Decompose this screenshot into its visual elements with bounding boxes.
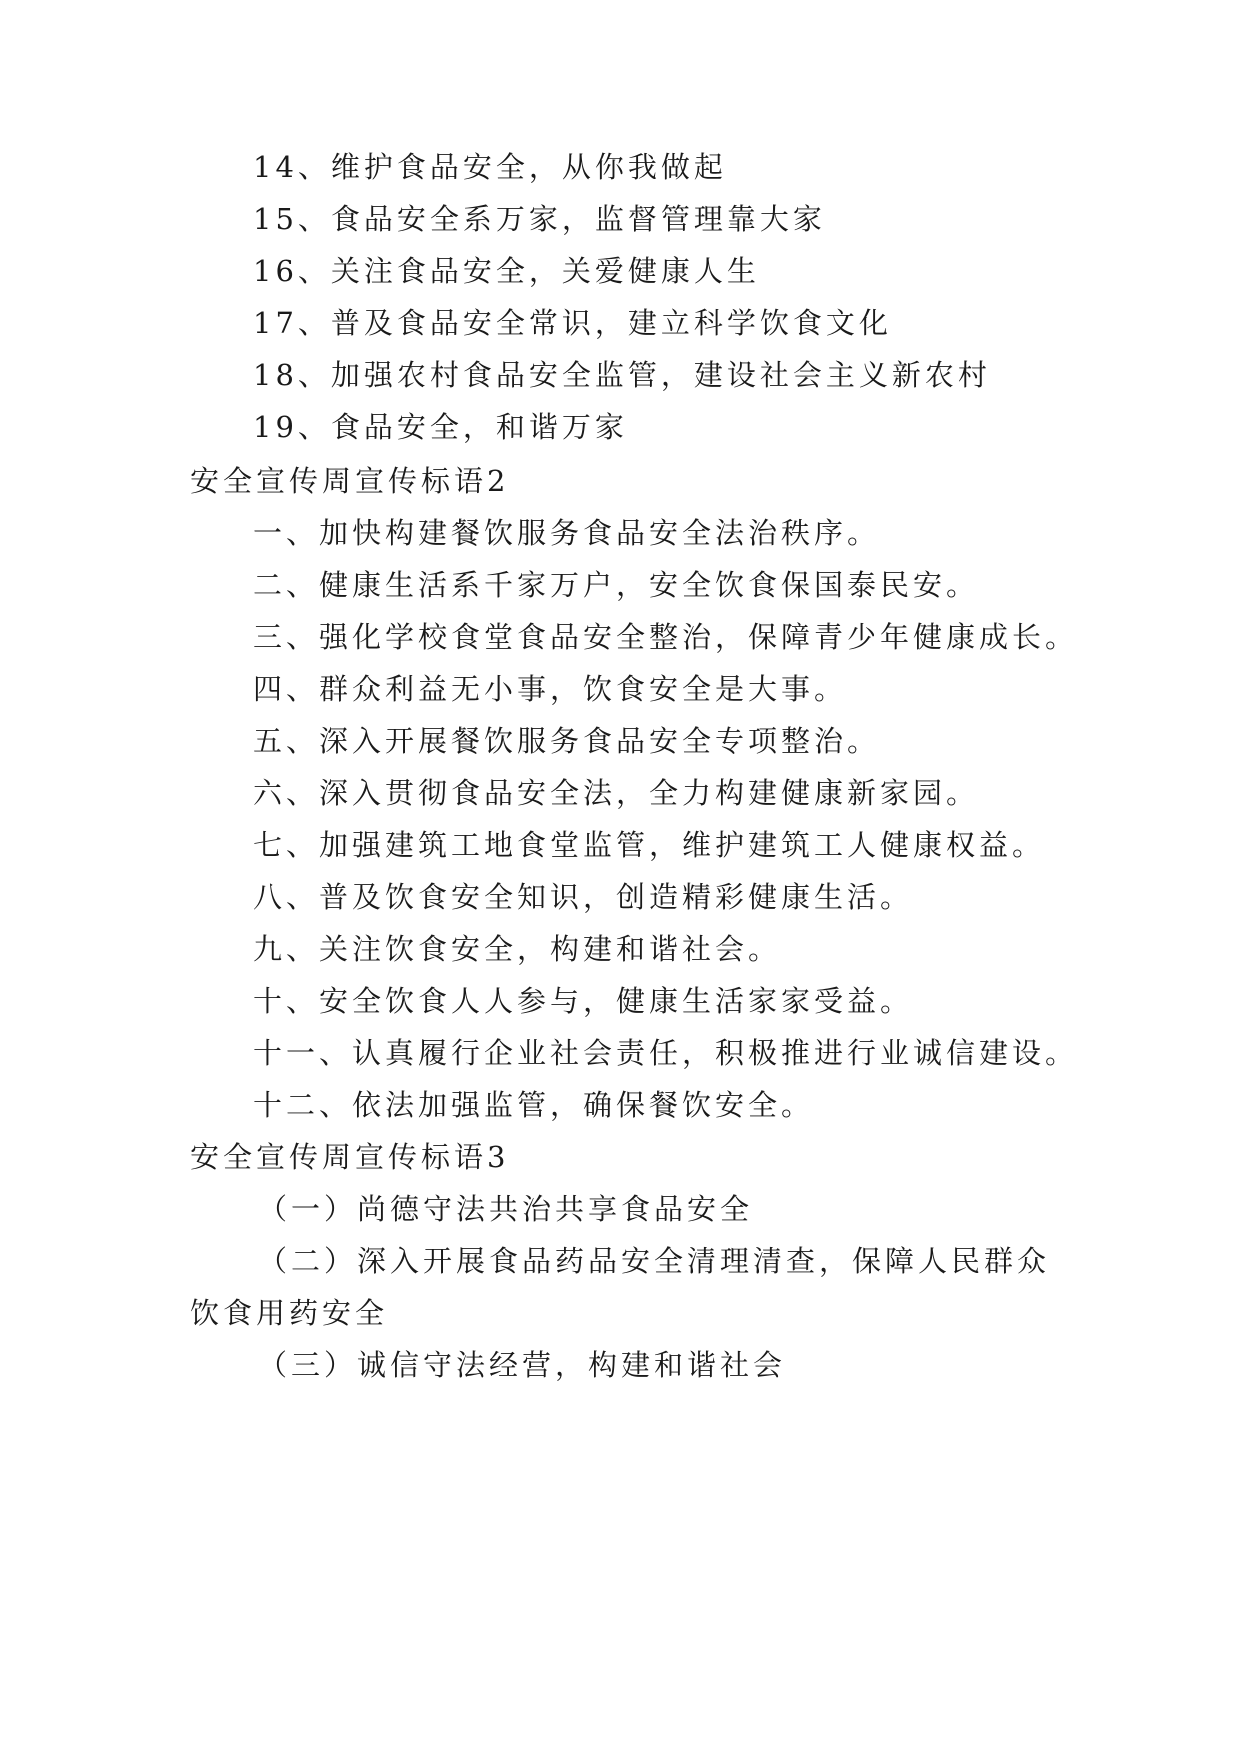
section-heading-2: 安全宣传周宣传标语2 — [190, 464, 510, 498]
slogan-item: 十、安全饮食人人参与，健康生活家家受益。 — [253, 984, 914, 1018]
slogan-18: 18、加强农村食品安全监管，建设社会主义新农村 — [253, 358, 991, 392]
slogan-item-continuation: 饮食用药安全 — [190, 1296, 389, 1330]
slogan-item: 六、深入贯彻食品安全法，全力构建健康新家园。 — [253, 776, 980, 810]
slogan-item: 十二、依法加强监管，确保餐饮安全。 — [253, 1088, 815, 1122]
slogan-item: 二、健康生活系千家万户，安全饮食保国泰民安。 — [253, 568, 980, 602]
slogan-16: 16、关注食品安全，关爱健康人生 — [253, 254, 760, 288]
slogan-item: 七、加强建筑工地食堂监管，维护建筑工人健康权益。 — [253, 828, 1046, 862]
slogan-19: 19、食品安全，和谐万家 — [253, 410, 628, 444]
slogan-item: （二）深入开展食品药品安全清理清查，保障人民群众 — [258, 1244, 1051, 1278]
slogan-item: 八、普及饮食安全知识，创造精彩健康生活。 — [253, 880, 914, 914]
slogan-17: 17、普及食品安全常识，建立科学饮食文化 — [253, 306, 892, 340]
slogan-14: 14、维护食品安全，从你我做起 — [253, 150, 727, 184]
slogan-item: 九、关注饮食安全，构建和谐社会。 — [253, 932, 782, 966]
slogan-item: （一）尚德守法共治共享食品安全 — [258, 1192, 754, 1226]
slogan-item: 三、强化学校食堂食品安全整治，保障青少年健康成长。 — [253, 620, 1079, 654]
slogan-item: （三）诚信守法经营，构建和谐社会 — [258, 1348, 787, 1382]
slogan-15: 15、食品安全系万家，监督管理靠大家 — [253, 202, 826, 236]
section-heading-3: 安全宣传周宣传标语3 — [190, 1140, 510, 1174]
slogan-item: 一、加快构建餐饮服务食品安全法治秩序。 — [253, 516, 881, 550]
slogan-item: 十一、认真履行企业社会责任，积极推进行业诚信建设。 — [253, 1036, 1079, 1070]
slogan-item: 四、群众利益无小事，饮食安全是大事。 — [253, 672, 848, 706]
slogan-item: 五、深入开展餐饮服务食品安全专项整治。 — [253, 724, 881, 758]
